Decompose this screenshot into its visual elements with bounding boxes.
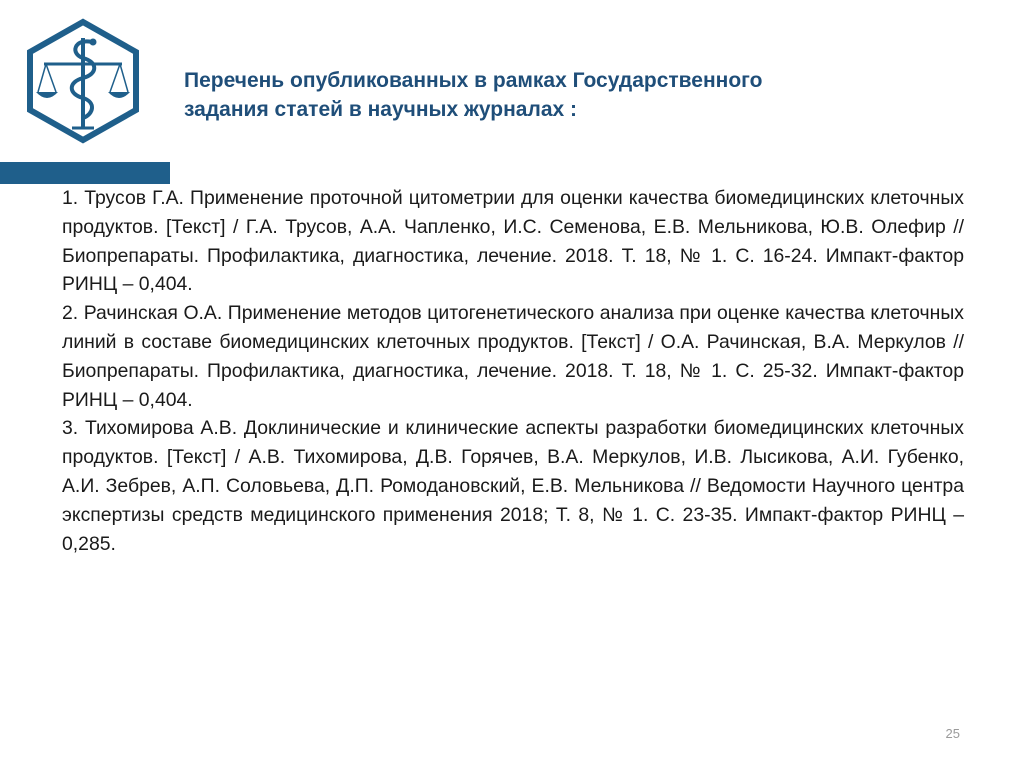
logo-emblem-icon <box>22 16 144 146</box>
accent-bar <box>0 162 170 184</box>
slide-title <box>184 66 964 124</box>
page-number: 25 <box>945 726 960 741</box>
publication-entry-2: 2. Рачинская О.А. Применение методов цитогенетического анализа при оценке качества клеточных линий в составе биомедицинских клеточных продуктов. [Текст] / О.А. Рачинская, В.А. Меркулов // Биопрепараты. Профилактика, диагностика, лечение. 2018. Т. 18, № 1. С. 25-32. Импакт-фактор РИНЦ – 0,404. <box>62 302 964 411</box>
slide-title-line-1: Перечень опубликованных в рамках Государственного <box>184 69 763 92</box>
slide-title-line-2: задания статей в научных журналах : <box>184 98 578 121</box>
publication-entry-3: 3. Тихомирова А.В. Доклинические и клинические аспекты разработки биомедицинских клеточных продуктов. [Текст] / А.В. Тихомирова, Д.В. Горячев, В.А. Меркулов, И.В. Лысикова, А.И. Губенко, А.И. Зебрев, А.П. Соловьева, Д.П. Ромодановский, Е.В. Мельникова // Ведомости Научного центра экспертизы средств медицинского применения 2018; Т. 8, № 1. С. 23-35. Импакт-фактор РИНЦ – 0,285. <box>62 417 964 555</box>
publication-entry-1: 1. Трусов Г.А. Применение проточной цитометрии для оценки качества биомедицинских клеточных продуктов. [Текст] / Г.А. Трусов, А.А. Чапленко, И.С. Семенова, Е.В. Мельникова, Ю.В. Олефир // Биопрепараты. Профилактика, диагностика, лечение. 2018. Т. 18, № 1. С. 16-24. Импакт-фактор РИНЦ – 0,404. <box>62 187 964 296</box>
publication-list <box>62 184 964 558</box>
